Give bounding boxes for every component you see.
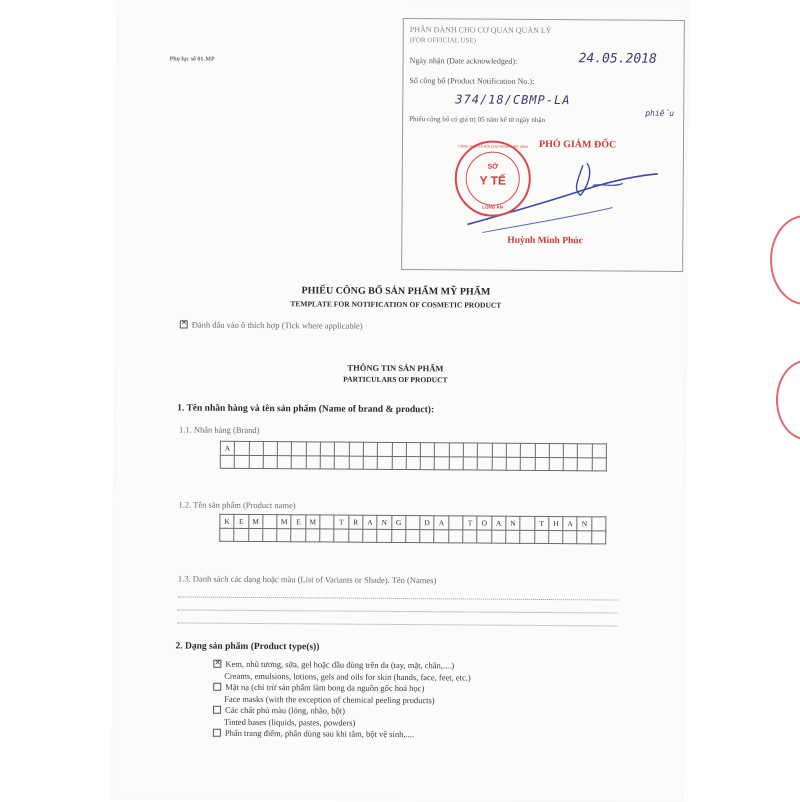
product-grid-cell[interactable]	[563, 530, 577, 544]
section2-heading: 2. Dạng sản phẩm (Product type(s))	[175, 641, 320, 653]
brand-grid-cell[interactable]	[406, 456, 420, 470]
brand-grid-cell[interactable]	[535, 457, 549, 471]
product-type-checkbox-1[interactable]	[213, 683, 221, 691]
product-grid-cell[interactable]: N	[506, 516, 520, 530]
form-title-en: TEMPLATE FOR NOTIFICATION OF COSMETIC PRODUCT	[290, 299, 502, 310]
notification-number-value: 374/18/CBMP-LA	[455, 92, 571, 108]
brand-grid-cell[interactable]	[349, 442, 363, 456]
product-grid-cell[interactable]	[592, 517, 606, 531]
date-acknowledged-label: Ngày nhận (Date acknowledged):	[409, 56, 518, 66]
product-grid-cell[interactable]: T	[534, 516, 548, 530]
product-grid-cell[interactable]	[363, 529, 377, 543]
official-header-en: (FOR OFFICIAL USE)	[409, 36, 476, 45]
brand-grid-cell[interactable]	[320, 442, 334, 456]
product-grid-cell[interactable]: T	[463, 516, 477, 530]
product-grid-cell[interactable]	[591, 530, 605, 544]
product-type-item-3[interactable]	[213, 728, 471, 741]
brand-grid-cell[interactable]	[449, 456, 463, 470]
brand-grid-cell[interactable]	[392, 442, 406, 456]
product-grid-cell[interactable]: H	[549, 517, 563, 531]
product-grid-cell[interactable]: M	[277, 515, 291, 529]
variants-line-2[interactable]	[178, 609, 618, 613]
product-grid-cell[interactable]	[320, 515, 334, 529]
product-grid-cell[interactable]	[420, 529, 434, 543]
product-type-checkbox-3[interactable]	[213, 729, 221, 737]
product-grid-cell[interactable]: E	[291, 515, 305, 529]
brand-grid-cell[interactable]	[292, 455, 306, 469]
product-name-grid[interactable]	[219, 514, 606, 545]
brand-grid-cell[interactable]	[506, 443, 520, 457]
brand-grid-cell[interactable]	[335, 442, 349, 456]
brand-grid-cell[interactable]	[363, 456, 377, 470]
brand-grid-cell[interactable]	[249, 455, 263, 469]
brand-grid-cell[interactable]	[363, 442, 377, 456]
tick-note	[180, 319, 363, 330]
brand-grid-cell[interactable]	[492, 457, 506, 471]
product-name-label: 1.2. Tên sản phẩm (Product name)	[178, 499, 296, 511]
brand-grid-cell[interactable]	[578, 457, 592, 471]
product-grid-cell[interactable]	[491, 530, 505, 544]
brand-grid-cell[interactable]	[578, 444, 592, 458]
product-grid-cell[interactable]: O	[477, 516, 491, 530]
product-grid-cell[interactable]: M	[248, 514, 262, 528]
product-grid-cell[interactable]	[477, 530, 491, 544]
form-title-vi: PHIẾU CÔNG BỐ SẢN PHẨM MỸ PHẨM	[301, 285, 491, 298]
brand-label: 1.1. Nhãn hàng (Brand)	[178, 424, 260, 436]
official-use-box	[401, 18, 685, 272]
validity-handwritten: phiếu	[645, 108, 675, 118]
product-grid-cell[interactable]	[348, 529, 362, 543]
variants-label: 1.3. Danh sách các dạng hoặc màu (List of Variants or Shade). Tên (Names)	[177, 573, 437, 586]
product-type-vi-2: Các chất phủ màu (lỏng, nhão, bột)	[225, 704, 345, 716]
particulars-title-en: PARTICULARS OF PRODUCT	[343, 374, 448, 385]
brand-grid-cell[interactable]	[263, 442, 277, 456]
product-grid-cell[interactable]	[449, 516, 463, 530]
brand-grid-cell[interactable]	[449, 443, 463, 457]
product-grid-cell[interactable]	[263, 515, 277, 529]
product-grid-cell[interactable]: R	[348, 515, 362, 529]
product-grid-cell[interactable]: N	[577, 517, 591, 531]
validity-text: Phiếu công bố có giá trị 05 năm kể từ ngày nhận	[409, 115, 545, 124]
brand-grid-cell[interactable]	[478, 443, 492, 457]
particulars-title-vi: THÔNG TIN SẢN PHẨM	[347, 362, 444, 374]
product-type-checkbox-2[interactable]	[213, 706, 221, 714]
product-grid-cell[interactable]: N	[377, 515, 391, 529]
tick-example-checkbox	[180, 320, 188, 328]
brand-grid-cell[interactable]	[277, 455, 291, 469]
product-grid-cell[interactable]: E	[234, 514, 248, 528]
edge-seal-top	[770, 215, 800, 305]
section1-heading: 1. Tên nhãn hàng và tên sản phẩm (Name of brand & product):	[177, 403, 435, 416]
product-grid-cell[interactable]	[305, 528, 319, 542]
brand-grid-cell[interactable]	[278, 442, 292, 456]
brand-grid-cell[interactable]	[349, 456, 363, 470]
official-stamp	[454, 140, 531, 217]
product-type-vi-1: Mặt nạ (chỉ trừ sản phẩm làm bong da nguồn gốc hoá học)	[225, 681, 425, 694]
signer-name: Huỳnh Minh Phúc	[507, 235, 583, 247]
product-grid-cell[interactable]	[577, 530, 591, 544]
brand-grid-cell[interactable]	[435, 443, 449, 457]
product-type-list	[213, 659, 471, 741]
brand-grid-row	[220, 455, 606, 471]
brand-grid-cell[interactable]	[549, 444, 563, 458]
product-grid-cell[interactable]: A	[563, 517, 577, 531]
product-grid-cell[interactable]	[448, 529, 462, 543]
product-grid-cell[interactable]	[220, 528, 234, 542]
product-grid-cell[interactable]	[434, 529, 448, 543]
edge-seal-bottom	[776, 360, 800, 440]
brand-grid-cell[interactable]	[377, 456, 391, 470]
brand-grid-cell[interactable]	[592, 457, 606, 471]
annex-label: Phụ lục số 01-MP	[169, 56, 215, 63]
tick-note-text: Đánh dấu vào ô thích hợp (Tick where applicable)	[191, 319, 363, 331]
product-grid-cell[interactable]	[263, 528, 277, 542]
brand-grid-cell[interactable]	[249, 441, 263, 455]
brand-grid-cell[interactable]	[392, 456, 406, 470]
brand-grid-cell[interactable]	[435, 456, 449, 470]
stamp-top-text: SỞ	[487, 163, 499, 171]
product-grid-cell[interactable]: G	[391, 515, 405, 529]
product-grid-cell[interactable]	[549, 530, 563, 544]
date-acknowledged-value: 24.05.2018	[578, 51, 657, 67]
official-header-vi: PHẦN DÀNH CHO CƠ QUAN QUẢN LÝ	[409, 25, 552, 36]
notification-number-label: Số công bố (Product Notification No.):	[409, 76, 535, 86]
product-grid-cell[interactable]: K	[220, 514, 234, 528]
product-grid-cell[interactable]: T	[334, 515, 348, 529]
product-type-vi-0: Kem, nhũ tương, sữa, gel hoặc dầu dùng trên da (tay, mặt, chân,....)	[225, 658, 455, 671]
product-grid-cell[interactable]: D	[420, 516, 434, 530]
brand-grid-cell[interactable]	[378, 442, 392, 456]
product-type-en-2: Tinted bases (liquids, pastes, powders)	[223, 716, 356, 728]
brand-grid-cell[interactable]	[292, 442, 306, 456]
product-grid-cell[interactable]	[320, 528, 334, 542]
variants-line-1[interactable]	[178, 596, 618, 600]
brand-grid-cell[interactable]	[463, 456, 477, 470]
document-page	[112, 0, 688, 802]
brand-grid[interactable]	[220, 441, 607, 472]
brand-grid-cell[interactable]	[478, 457, 492, 471]
product-type-vi-3: Phấn trang điểm, phấn dùng sau khi tắm, bột vệ sinh,....	[224, 727, 415, 740]
stamp-main-text: Y TẾ	[479, 173, 507, 188]
signer-title: PHÓ GIÁM ĐỐC	[538, 138, 617, 151]
brand-grid-cell[interactable]	[463, 443, 477, 457]
product-grid-cell[interactable]	[520, 530, 534, 544]
brand-grid-cell[interactable]	[406, 443, 420, 457]
product-type-checkbox-0[interactable]	[213, 660, 221, 668]
brand-grid-cell[interactable]	[235, 455, 249, 469]
brand-grid-cell[interactable]	[235, 441, 249, 455]
product-grid-cell[interactable]: M	[306, 515, 320, 529]
product-grid-cell[interactable]: A	[491, 516, 505, 530]
product-grid-cell[interactable]	[277, 528, 291, 542]
brand-grid-cell[interactable]	[263, 455, 277, 469]
product-grid-cell[interactable]	[377, 529, 391, 543]
brand-grid-cell[interactable]	[420, 456, 434, 470]
product-grid-cell[interactable]	[334, 529, 348, 543]
product-grid-cell[interactable]	[248, 528, 262, 542]
product-grid-cell[interactable]	[291, 528, 305, 542]
product-grid-cell[interactable]	[534, 530, 548, 544]
product-type-en-0: Creams, emulsions, lotions, gels and oils for skin (hands, face, feet, etc.)	[224, 670, 471, 682]
brand-grid-cell[interactable]	[521, 443, 535, 457]
brand-grid-cell[interactable]	[592, 444, 606, 458]
product-grid-cell[interactable]: A	[363, 515, 377, 529]
product-grid-cell[interactable]	[234, 528, 248, 542]
brand-grid-cell[interactable]	[563, 457, 577, 471]
product-grid-cell[interactable]: A	[434, 516, 448, 530]
brand-grid-cell[interactable]	[306, 442, 320, 456]
product-grid-cell[interactable]	[391, 529, 405, 543]
brand-grid-cell[interactable]	[306, 455, 320, 469]
product-grid-row	[220, 528, 606, 544]
brand-grid-cell[interactable]	[320, 455, 334, 469]
brand-grid-cell[interactable]	[492, 443, 506, 457]
brand-grid-cell[interactable]	[535, 443, 549, 457]
brand-grid-cell[interactable]: A	[220, 441, 234, 455]
brand-grid-cell[interactable]	[220, 455, 234, 469]
variants-line-3[interactable]	[178, 622, 618, 626]
product-type-en-1: Face masks (with the exception of chemical peeling products)	[224, 693, 435, 705]
brand-grid-cell[interactable]	[506, 457, 520, 471]
product-grid-cell[interactable]	[520, 516, 534, 530]
brand-grid-cell[interactable]	[335, 456, 349, 470]
brand-grid-cell[interactable]	[520, 457, 534, 471]
brand-grid-cell[interactable]	[563, 444, 577, 458]
product-grid-cell[interactable]	[463, 529, 477, 543]
brand-grid-cell[interactable]	[549, 457, 563, 471]
stamp-ring-text: CỘNG HÒA XÃ HỘI CHỦ NGHĨA VIỆT NAM	[458, 144, 528, 149]
product-grid-cell[interactable]	[406, 529, 420, 543]
brand-grid-cell[interactable]	[420, 443, 434, 457]
product-grid-cell[interactable]	[506, 530, 520, 544]
stamp-bottom-text: LONG AN	[482, 204, 503, 210]
product-grid-cell[interactable]	[406, 516, 420, 530]
